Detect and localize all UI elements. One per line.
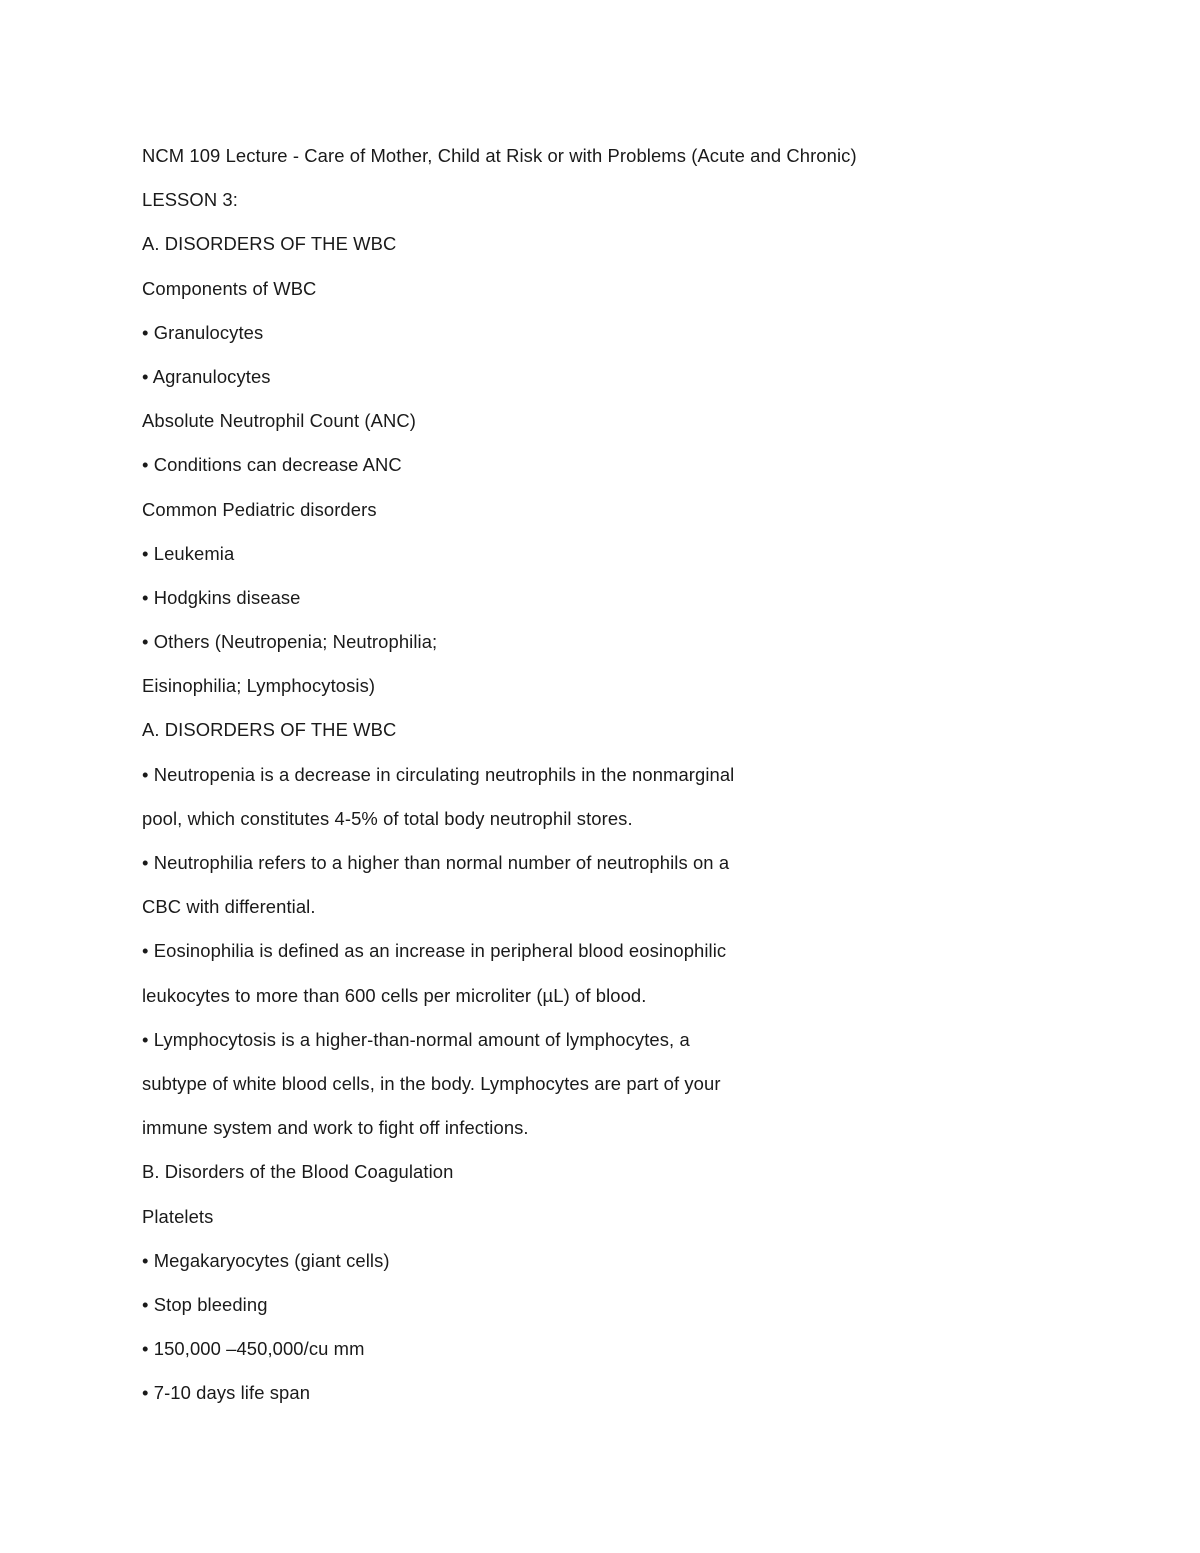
- bullet-item: • 150,000 –450,000/cu mm: [142, 1338, 365, 1360]
- bullet-item: • Neutropenia is a decrease in circulating neutrophils in the nonmarginal: [142, 763, 735, 785]
- lesson-heading: LESSON 3:: [142, 189, 238, 211]
- text-line: CBC with differential.: [142, 896, 316, 918]
- bullet-item: • Others (Neutropenia; Neutrophilia;: [142, 631, 438, 653]
- bullet-item: • Leukemia: [142, 542, 235, 564]
- section-heading-wbc: A. DISORDERS OF THE WBC: [142, 233, 397, 255]
- section-heading-wbc: A. DISORDERS OF THE WBC: [142, 719, 397, 741]
- bullet-item: • Neutrophilia refers to a higher than normal number of neutrophils on a: [142, 852, 730, 873]
- section-heading-coagulation: B. Disorders of the Blood Coagulation: [142, 1161, 454, 1183]
- bullet-item: • Stop bleeding: [142, 1293, 268, 1315]
- bullet-item: • Megakaryocytes (giant cells): [142, 1249, 390, 1271]
- text-line: immune system and work to fight off infections.: [142, 1117, 529, 1139]
- subheading-components: Components of WBC: [142, 277, 317, 299]
- subheading-anc: Absolute Neutrophil Count (ANC): [142, 410, 416, 432]
- bullet-item: • Lymphocytosis is a higher-than-normal amount of lymphocytes, a: [142, 1028, 690, 1050]
- text-line: pool, which constitutes 4-5% of total body neutrophil stores.: [142, 807, 633, 829]
- subheading-pediatric-disorders: Common Pediatric disorders: [142, 498, 377, 520]
- text-line: Eisinophilia; Lymphocytosis): [142, 675, 376, 697]
- bullet-item: • 7-10 days life span: [142, 1382, 311, 1404]
- subheading-platelets: Platelets: [142, 1205, 214, 1227]
- bullet-item: • Hodgkins disease: [142, 586, 301, 608]
- text-line: leukocytes to more than 600 cells per microliter (µL) of blood.: [142, 984, 647, 1006]
- document-body: [142, 143, 1102, 1424]
- bullet-item: • Conditions can decrease ANC: [142, 454, 402, 476]
- bullet-item: • Granulocytes: [142, 321, 264, 343]
- document-title: NCM 109 Lecture - Care of Mother, Child at Risk or with Problems (Acute and Chronic): [142, 145, 857, 166]
- text-line: subtype of white blood cells, in the body. Lymphocytes are part of your: [142, 1072, 721, 1094]
- bullet-item: • Agranulocytes: [142, 365, 271, 387]
- bullet-item: • Eosinophilia is defined as an increase in peripheral blood eosinophilic: [142, 940, 727, 962]
